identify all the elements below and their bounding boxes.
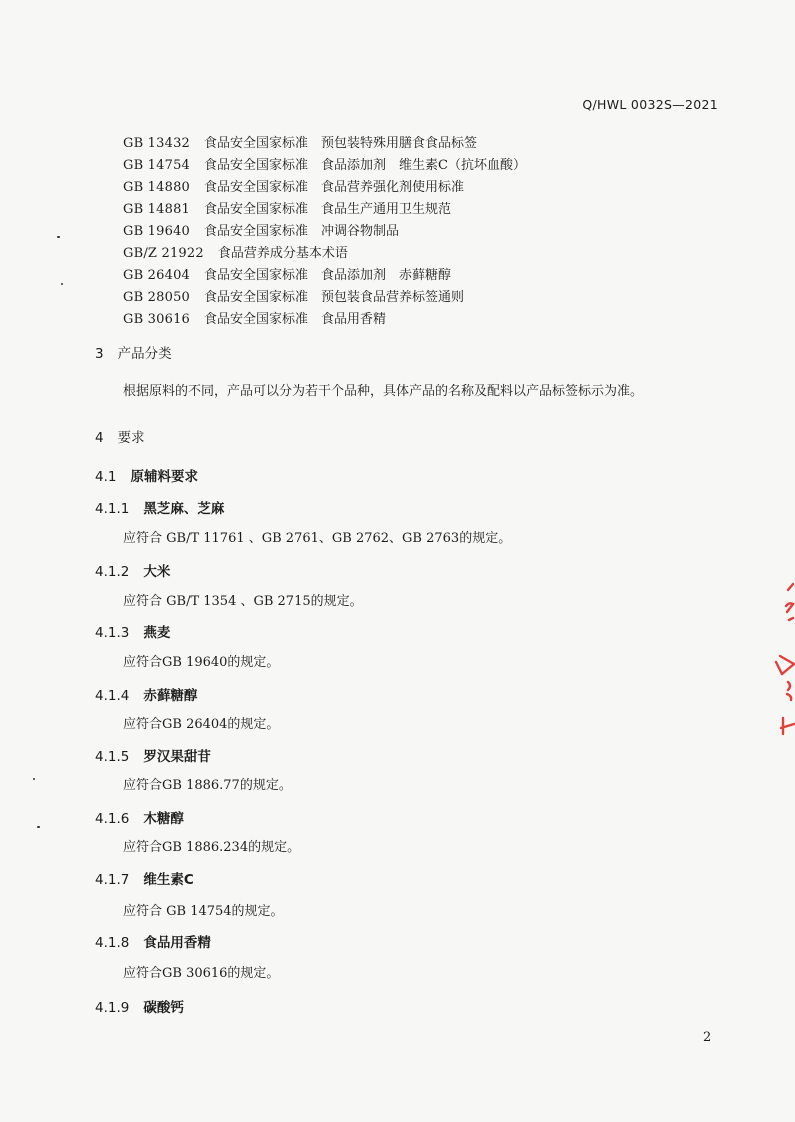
subsection-heading bbox=[95, 621, 170, 641]
subsection-title: 碳酸钙 bbox=[143, 1000, 184, 1016]
reference-code: GB/Z 21922 bbox=[123, 246, 204, 261]
section-number: 3 bbox=[95, 346, 104, 362]
reference-code: GB 13432 bbox=[123, 136, 191, 151]
section-title: 产品分类 bbox=[117, 346, 172, 362]
document-code: Q/HWL 0032S—2021 bbox=[582, 97, 718, 112]
reference-item bbox=[123, 155, 526, 177]
subsection-heading bbox=[95, 560, 170, 580]
subsection-heading bbox=[95, 807, 184, 827]
subsection-title: 大米 bbox=[143, 564, 171, 580]
reference-code: GB 14754 bbox=[123, 158, 191, 173]
reference-code: GB 28050 bbox=[123, 290, 191, 305]
reference-title: 食品安全国家标准 食品添加剂 维生素C（抗坏血酸） bbox=[204, 158, 526, 173]
subsection-title: 木糖醇 bbox=[143, 811, 184, 827]
reference-title: 食品安全国家标准 预包装食品营养标签通则 bbox=[204, 290, 465, 305]
scan-speck bbox=[33, 778, 35, 780]
section-4-1-heading bbox=[95, 465, 198, 485]
subsection-heading bbox=[95, 497, 224, 517]
reference-code: GB 19640 bbox=[123, 224, 191, 239]
subsection-requirement: 应符合 GB/T 11761 、GB 2761、GB 2762、GB 2763的规定。 bbox=[123, 531, 512, 546]
subsection-number: 4.1.8 bbox=[95, 935, 130, 951]
subsection-title: 赤藓糖醇 bbox=[143, 688, 198, 704]
subsection-requirement: 应符合 GB 14754的规定。 bbox=[123, 904, 284, 919]
scan-speck bbox=[57, 236, 60, 238]
reference-title: 食品安全国家标准 预包装特殊用膳食食品标签 bbox=[204, 136, 478, 151]
subsection-number: 4.1.4 bbox=[95, 688, 130, 704]
reference-item bbox=[123, 199, 526, 221]
reference-code: GB 26404 bbox=[123, 268, 191, 283]
subsection-heading bbox=[95, 996, 184, 1016]
subsection-requirement: 应符合GB 1886.234的规定。 bbox=[123, 840, 301, 855]
subsection-number: 4.1.1 bbox=[95, 501, 130, 517]
subsection-title: 维生素C bbox=[143, 872, 194, 888]
scan-speck bbox=[61, 283, 63, 285]
subsection-title: 黑芝麻、芝麻 bbox=[143, 501, 225, 517]
normative-references-list bbox=[123, 133, 526, 331]
subsection-number: 4.1.2 bbox=[95, 564, 130, 580]
subsection-heading bbox=[95, 684, 197, 704]
subsection-requirement: 应符合GB 26404的规定。 bbox=[123, 717, 280, 732]
subsection-number: 4.1.7 bbox=[95, 872, 130, 888]
section-title: 原辅料要求 bbox=[130, 469, 198, 485]
section-number: 4 bbox=[95, 430, 104, 446]
reference-item bbox=[123, 221, 526, 243]
section-4-heading bbox=[95, 426, 145, 446]
subsection-number: 4.1.6 bbox=[95, 811, 130, 827]
subsection-requirement: 应符合GB 30616的规定。 bbox=[123, 966, 280, 981]
reference-item bbox=[123, 133, 526, 155]
subsection-requirement: 应符合 GB/T 1354 、GB 2715的规定。 bbox=[123, 594, 363, 609]
subsection-requirement: 应符合GB 1886.77的规定。 bbox=[123, 778, 292, 793]
reference-code: GB 14880 bbox=[123, 180, 191, 195]
subsection-heading bbox=[95, 868, 194, 888]
reference-title: 食品安全国家标准 食品生产通用卫生规范 bbox=[204, 202, 452, 217]
reference-code: GB 14881 bbox=[123, 202, 191, 217]
reference-code: GB 30616 bbox=[123, 312, 191, 327]
section-title: 要求 bbox=[117, 430, 145, 446]
reference-item bbox=[123, 243, 526, 265]
reference-item bbox=[123, 287, 526, 309]
subsection-heading bbox=[95, 745, 211, 765]
subsection-number: 4.1.5 bbox=[95, 749, 130, 765]
page-number: 2 bbox=[703, 1030, 712, 1045]
reference-item bbox=[123, 177, 526, 199]
reference-title: 食品安全国家标准 食品用香精 bbox=[204, 312, 387, 327]
section-3-paragraph: 根据原料的不同，产品可以分为若干个品种，具体产品的名称及配料以产品标签标示为准。 bbox=[123, 384, 644, 399]
section-3-heading bbox=[95, 342, 172, 362]
subsection-number: 4.1.9 bbox=[95, 1000, 130, 1016]
seal-stamp-fragment bbox=[768, 578, 795, 738]
subsection-title: 燕麦 bbox=[143, 625, 171, 641]
reference-title: 食品营养成分基本术语 bbox=[217, 246, 348, 261]
reference-title: 食品安全国家标准 冲调谷物制品 bbox=[204, 224, 400, 239]
reference-title: 食品安全国家标准 食品添加剂 赤藓糖醇 bbox=[204, 268, 452, 283]
reference-item bbox=[123, 309, 526, 331]
reference-item bbox=[123, 265, 526, 287]
subsection-title: 罗汉果甜苷 bbox=[143, 749, 211, 765]
subsection-number: 4.1.3 bbox=[95, 625, 130, 641]
reference-title: 食品安全国家标准 食品营养强化剂使用标准 bbox=[204, 180, 465, 195]
subsection-requirement: 应符合GB 19640的规定。 bbox=[123, 655, 280, 670]
scan-speck bbox=[37, 826, 40, 828]
subsection-heading bbox=[95, 931, 211, 951]
subsection-title: 食品用香精 bbox=[143, 935, 211, 951]
section-number: 4.1 bbox=[95, 469, 117, 485]
